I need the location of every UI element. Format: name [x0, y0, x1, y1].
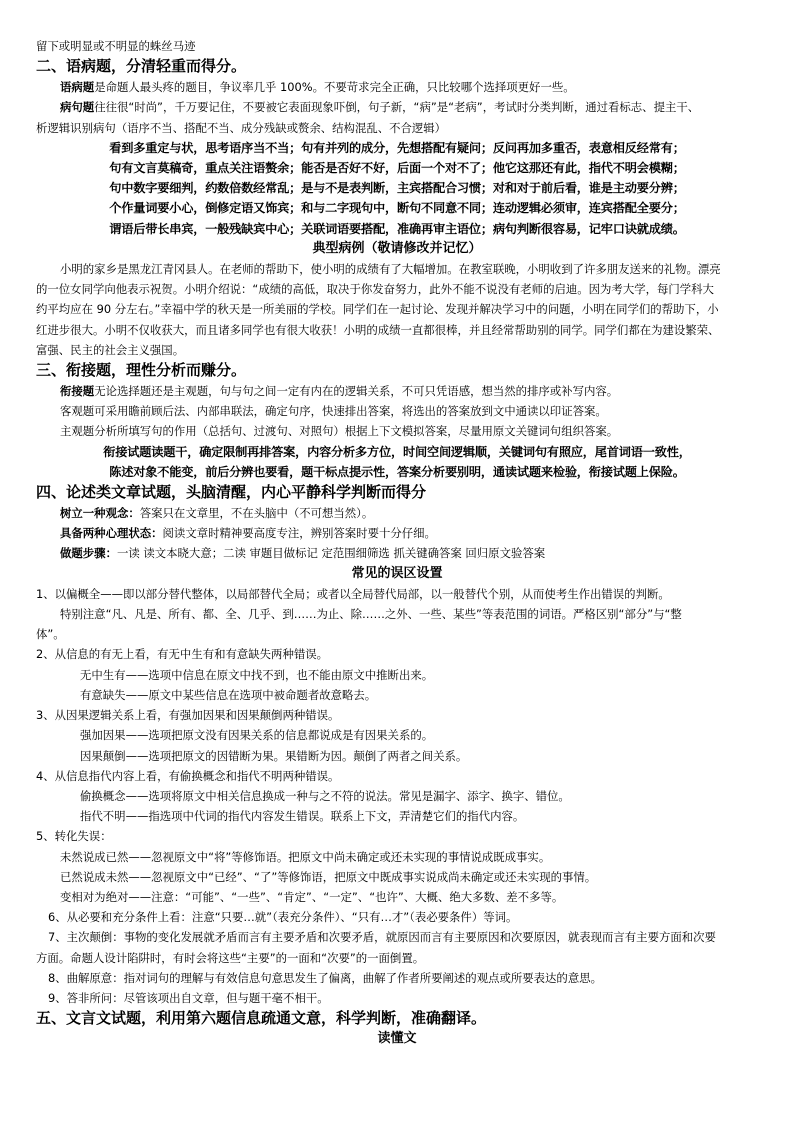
misconception-item: 6、从必要和充分条件上看：注意“只要…就”（表充分条件）、“只有…才”（表必要条件）等词。	[48, 910, 518, 925]
s2-paragraph-1	[36, 77, 758, 97]
misconception-item: 偷换概念——选项将原文中相关信息换成一种与之不符的说法。常见是漏字、添字、换字、错位。	[80, 788, 570, 803]
s2-p2-lead: 病句题	[60, 100, 95, 115]
s2-p1-lead: 语病题	[60, 80, 95, 95]
example-title: 典型病例（敬请修改并记忆）	[312, 240, 482, 256]
s4-line-3	[36, 543, 758, 563]
intro-line: 留下或明显或不明显的蛛丝马迹	[36, 39, 196, 53]
s3-paragraph-2: 客观题可采用瞻前顾后法、内部串联法，确定句序，快速排出答案，将选出的答案放到文中通读以印证答案。	[60, 404, 607, 419]
s4-l2-text: 阅读文章时精神要高度专注，辨别答案时要十分仔细。	[162, 526, 436, 541]
s4-l3-lead: 做题步骤：	[60, 546, 117, 561]
example-line-2: 的一位女同学向他表示祝贺。小明介绍说：“成绩的高低，取决于你发奋努力，此外不能不说没有老师的启迪。因为考大学，每门学科大	[36, 282, 714, 297]
section-5-subtitle: 读懂文	[377, 1031, 417, 1047]
misconception-item: 7、主次颠倒：事物的变化发展就矛盾而言有主要矛盾和次要矛盾，就原因而言有主要原因和次要原因，就表现而言有主要方面和次要	[48, 930, 716, 945]
s2-p1-text: 是命题人最头疼的题目，争议率几乎 100%。不要苛求完全正确，只比较哪个选择项更好一些。	[94, 80, 575, 95]
misconception-item: 5、转化失误：	[36, 829, 112, 844]
misconception-item: 因果颠倒——选项把原文的因错断为果。果错断为因。颠倒了两者之间关系。	[80, 748, 468, 763]
misconception-item: 无中生有——选项中信息在原文中找不到，也不能由原文中推断出来。	[80, 667, 434, 682]
s4-l1-lead: 树立一种观念：	[60, 506, 140, 521]
section-2-heading: 二、语病题，分清轻重而得分。	[36, 57, 247, 76]
s2-rhyme-4: 个作量词要小心，倒修定语又饰宾；和与二字现句中，断句不同意不同；连动逻辑必须审，连宾搭配全要分；	[109, 201, 685, 216]
s3-p1-lead: 衔接题	[60, 384, 95, 399]
misconception-item: 8、曲解原意：指对词句的理解与有效信息句意思发生了偏离，曲解了作者所要阐述的观点或所要表达的意思。	[48, 970, 602, 985]
misconception-item: 方面。命题人设计陷阱时，有时会将这些“主要”的一面和“次要”的一面倒置。	[36, 950, 425, 965]
s2-p2-text: 往往很“时尚”，千万要记住，不要被它表面现象吓倒，句子新，“病”是“老病”，考试时分类判断，通过看标志、提主干、	[94, 100, 700, 115]
misconception-item: 强加因果——选项把原文没有因果关系的信息都说成是有因果关系的。	[80, 728, 434, 743]
s3-paragraph-1	[36, 381, 758, 401]
s2-rhyme-3: 句中数字要细判，约数倍数经常乱；是与不是表判断，主宾搭配合习惯；对和对于前后看，谁是主动要分辨；	[109, 181, 685, 196]
example-line-1: 小明的家乡是黑龙江青冈县人。在老师的帮助下，使小明的成绩有了大幅增加。在教室联晚，小明收到了许多朋友送来的礼物。漂亮	[60, 262, 721, 277]
misconception-item: 体”。	[36, 627, 65, 642]
misconception-item: 4、从信息指代内容上看，有偷换概念和指代不明两种错误。	[36, 768, 340, 783]
example-line-4: 红进步很大。小明不仅收获大，而且诸多同学也有很大收获！小明的成绩一直都很棒，并且经常帮助别的同学。同学们都在为建设繁荣、	[36, 322, 720, 337]
s2-rhyme-5: 谓语后带长串宾，一般残缺宾中心；关联词语要搭配，准确再审主语位；病句判断很容易，记牢口诀就成绩。	[109, 221, 685, 236]
misconception-item: 已然说成未然——忽视原文中“已经”、“了”等修饰语，把原文中既成事实说成尚未确定或还未实现的事情。	[60, 869, 597, 884]
example-line-5: 富强、民主的社会主义强国。	[36, 342, 185, 357]
misconception-item: 未然说成已然——忽视原文中“将”等修饰语。把原文中尚未确定或还未实现的事情说成既成事实。	[60, 849, 551, 864]
s4-l1-text: 答案只在文章里，不在头脑中（不可想当然）。	[139, 506, 374, 521]
s4-l3-text: 一读 读文本晓大意；二读 审题目做标记 定范围细筛选 抓关键确答案 回归原文验答案	[116, 546, 546, 561]
misconception-item: 指代不明——指选项中代词的指代内容发生错误。联系上下文，弄清楚它们的指代内容。	[80, 809, 525, 824]
section-4-heading: 四、论述类文章试题，头脑清醒，内心平静科学判断而得分	[36, 483, 427, 502]
s3-rhyme-1: 衔接试题读题干，确定限制再排答案，内容分析多方位，时间空间逻辑顺，关键词句有照应，尾首词语一致性，	[103, 444, 691, 459]
s2-rhyme-2: 句有文言莫稿奇，重点关注语赘余；能否是否好不好，后面一个对不了；他它这那还有此，指代不明会模糊；	[109, 161, 685, 176]
section-5-heading: 五、文言文试题，利用第六题信息疏通文意，科学判断，准确翻译。	[36, 1009, 487, 1028]
misconception-title: 常见的误区设置	[351, 565, 443, 581]
s4-line-2	[36, 523, 758, 543]
s3-rhyme-2: 陈述对象不能变，前后分辨也要看，题干标点提示性，答案分析要别明，通读试题来检验，衔接试题上保险。	[109, 464, 685, 479]
s2-paragraph-2-cont: 析逻辑识别病句（语序不当、搭配不当、成分残缺或赘余、结构混乱、不合逻辑）	[36, 120, 447, 135]
misconception-item: 3、从因果逻辑关系上看，有强加因果和因果颠倒两种错误。	[36, 708, 340, 723]
misconception-item: 2、从信息的有无上看，有无中生有和有意缺失两种错误。	[36, 647, 329, 662]
misconception-item: 1、以偏概全——即以部分替代整体，以局部替代全局；或者以全局替代局部，以一般替代个别，从而使考生作出错误的判断。	[36, 586, 670, 601]
s3-paragraph-3: 主观题分析所填写句的作用（总括句、过渡句、对照句）根据上下文模拟答案，尽量用原文关键词句组织答案。	[60, 424, 619, 439]
s2-rhyme-1: 看到多重定与状，思考语序当不当；句有并列的成分，先想搭配有疑问；反问再加多重否，表意相反经常有；	[109, 140, 685, 155]
misconception-item: 变相对为绝对——注意：“可能”、“一些”、“肯定”、“一定”、“也许”、大概、绝大多数、差不多等。	[60, 889, 564, 904]
s4-line-1	[36, 503, 758, 523]
s2-paragraph-2	[36, 97, 758, 117]
s4-l2-lead: 具备两种心理状态：	[60, 526, 163, 541]
example-line-3: 约平均应在 90 分左右。”幸福中学的秋天是一所美丽的学校。同学们在一起讨论、发现并解决学习中的问题，小明在同学们的帮助下，小	[36, 302, 719, 317]
misconception-item: 有意缺失——原文中某些信息在选项中被命题者故意略去。	[80, 687, 377, 702]
section-3-heading: 三、衔接题，理性分析而赚分。	[36, 361, 247, 380]
misconception-item: 9、答非所问：尽管该项出自文章，但与题干毫不相干。	[48, 990, 329, 1005]
s3-p1-text: 无论选择题还是主观题，句与句之间一定有内在的逻辑关系，不可只凭语感，想当然的排序或补写内容。	[94, 384, 619, 399]
misconception-item: 特别注意“凡、凡是、所有、都、全、几乎、到……为止、除……之外、一些、某些”等表范围的词语。严格区别“部分”与“整	[60, 607, 682, 622]
